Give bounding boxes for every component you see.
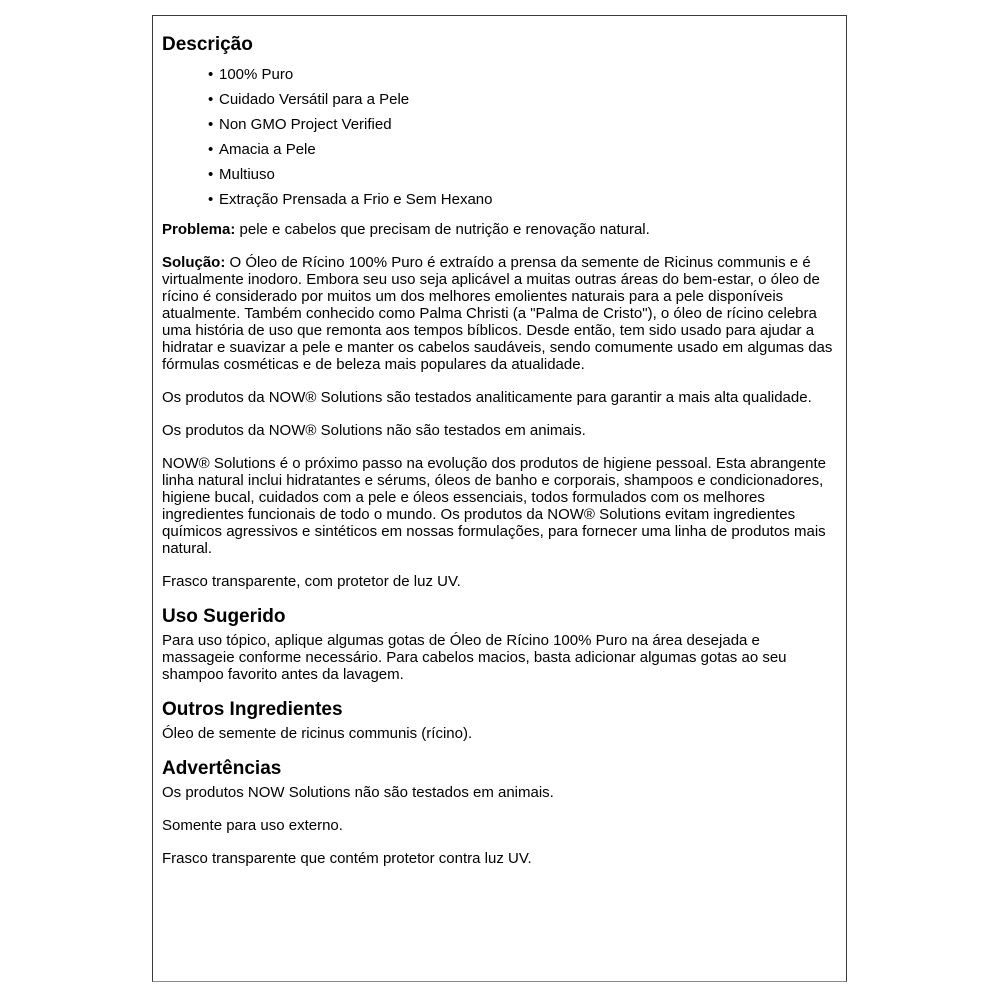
bullet-text: Non GMO Project Verified bbox=[219, 116, 392, 133]
quality-paragraph: Os produtos da NOW® Solutions são testados analiticamente para garantir a mais alta qualidade. bbox=[162, 389, 812, 406]
problema-text: pele e cabelos que precisam de nutrição e renovação natural. bbox=[235, 221, 650, 238]
bullet-dot-icon: • bbox=[208, 191, 214, 208]
bullet-dot-icon: • bbox=[208, 116, 214, 133]
solucao-text: O Óleo de Rícino 100% Puro é extraído a prensa da semente de Ricinus communis e é virtualmente inodoro. Embora seu uso seja aplicável a muitas outras áreas do bem-estar, o óleo de rícino é considerado por muitos um dos melhores emolientes naturais para a pele disponíveis atualmente. Também conhecido como Palma Christi (a "Palma de Cristo"), o óleo de rícino celebra uma história de uso que remonta aos tempos bíblicos. Desde então, tem sido usado para ajudar a hidratar e suavizar a pele e manter os cabelos saudáveis, sendo comumente usado em algumas das fórmulas cosméticas e de beleza mais populares da atualidade. bbox=[162, 254, 833, 373]
bullet-dot-icon: • bbox=[208, 91, 214, 108]
section-heading-uso-sugerido: Uso Sugerido bbox=[162, 606, 286, 627]
outros-ingredientes-paragraph: Óleo de semente de ricinus communis (rícino). bbox=[162, 725, 473, 742]
bullet-item bbox=[208, 162, 834, 187]
bullet-dot-icon: • bbox=[208, 141, 214, 158]
product-description-panel bbox=[152, 15, 847, 982]
bullet-dot-icon: • bbox=[208, 66, 214, 83]
problema-paragraph bbox=[162, 221, 834, 238]
bullet-text: Amacia a Pele bbox=[219, 141, 316, 158]
advertencias-paragraph: Os produtos NOW Solutions não são testados em animais. bbox=[162, 784, 554, 801]
problema-label: Problema: bbox=[162, 221, 236, 238]
bullet-item bbox=[208, 112, 834, 137]
solucao-paragraph bbox=[162, 254, 834, 373]
advertencias-paragraph: Somente para uso externo. bbox=[162, 817, 343, 834]
feature-bullet-list bbox=[162, 62, 834, 212]
solucao-label: Solução: bbox=[162, 254, 226, 271]
uv-bottle-paragraph: Frasco transparente, com protetor de luz UV. bbox=[162, 573, 461, 590]
bullet-item bbox=[208, 62, 834, 87]
now-solutions-line-paragraph: NOW® Solutions é o próximo passo na evolução dos produtos de higiene pessoal. Esta abrangente linha natural inclui hidratantes e sérums, óleos de banho e corporais, shampoos e condicionadores, higiene bucal, cuidados com a pele e óleos essenciais, todos formulados com os melhores ingredientes funcionais de todo o mundo. Os produtos da NOW® Solutions evitam ingredientes químicos agressivos e sintéticos em nossas formulações, para fornecer uma linha de produtos mais natural. bbox=[162, 455, 826, 557]
bullet-text: 100% Puro bbox=[219, 66, 294, 83]
bullet-text: Extração Prensada a Frio e Sem Hexano bbox=[219, 191, 493, 208]
no-animal-testing-paragraph: Os produtos da NOW® Solutions não são testados em animais. bbox=[162, 422, 586, 439]
bullet-text: Multiuso bbox=[219, 166, 275, 183]
section-heading-descricao: Descrição bbox=[162, 34, 253, 55]
advertencias-paragraph: Frasco transparente que contém protetor contra luz UV. bbox=[162, 850, 532, 867]
uso-sugerido-paragraph: Para uso tópico, aplique algumas gotas de Óleo de Rícino 100% Puro na área desejada e massageie conforme necessário. Para cabelos macios, basta adicionar algumas gotas ao seu shampoo favorito antes da lavagem. bbox=[162, 632, 787, 683]
section-heading-advertencias: Advertências bbox=[162, 758, 282, 779]
section-heading-outros-ingredientes: Outros Ingredientes bbox=[162, 699, 343, 720]
bullet-text: Cuidado Versátil para a Pele bbox=[219, 91, 410, 108]
bullet-item bbox=[208, 187, 834, 212]
bullet-dot-icon: • bbox=[208, 166, 214, 183]
bullet-item bbox=[208, 137, 834, 162]
bullet-item bbox=[208, 87, 834, 112]
